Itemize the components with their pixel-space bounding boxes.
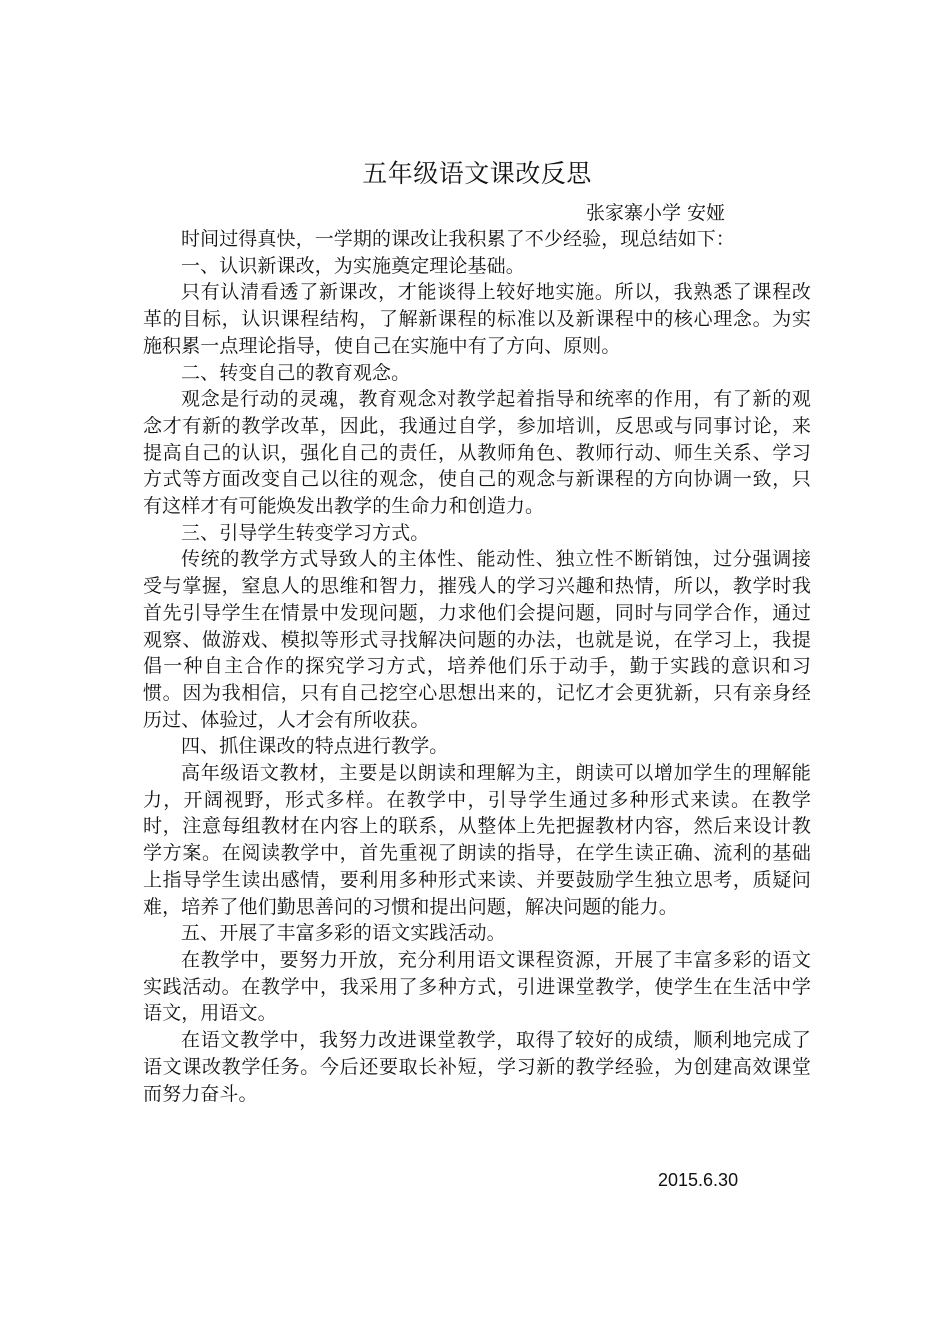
section-heading-4: 四、抓住课改的特点进行教学。 <box>181 735 449 758</box>
document-content <box>143 156 811 1107</box>
section-paragraph-5: 在教学中，要努力开放，充分利用语文课程资源，开展了丰富多彩的语文实践活动。在教学中，我采用了多种方式，引进课堂教学，使学生在生活中学语文，用语文。 <box>143 948 811 1025</box>
section-paragraph-3: 传统的教学方式导致人的主体性、能动性、独立性不断销蚀，过分强调接受与掌握，窒息人的思维和智力，摧残人的学习兴趣和热情，所以，教学时我首先引导学生在情景中发现问题，力求他们会提问题，同时与同学合作，通过观察、做游戏、模拟等形式寻找解决问题的办法，也就是说，在学习上，我提倡一种自主合作的探究学习方式，培养他们乐于动手，勤于实践的意识和习惯。因为我相信，只有自己挖空心思想出来的，记忆才会更犹新，只有亲身经历过、体验过，人才会有所收获。 <box>143 548 811 731</box>
section-heading-2: 二、转变自己的教育观念。 <box>181 361 411 384</box>
section-paragraph-1: 只有认清看透了新课改，才能谈得上较好地实施。所以，我熟悉了课程改革的目标，认识课程结构，了解新课程的标准以及新课程中的核心理念。为实施积累一点理论指导，使自己在实施中有了方向、原则。 <box>143 281 811 357</box>
section-heading-1: 一、认识新课改，为实施奠定理论基础。 <box>181 254 525 277</box>
intro-paragraph: 时间过得真快，一学期的课改让我积累了不少经验，现总结如下： <box>181 228 735 250</box>
document-title: 五年级语文课改反思 <box>362 159 592 188</box>
document-body <box>143 226 811 1107</box>
closing-paragraph: 在语文教学中，我努力改进课堂教学，取得了较好的成绩，顺利地完成了语文课改教学任务。今后还要取长补短，学习新的教学经验，为创建高效课堂而努力奋斗。 <box>143 1029 811 1105</box>
document-author: 张家寨小学 安娅 <box>585 202 725 224</box>
section-paragraph-4: 高年级语文教材，主要是以朗读和理解为主，朗读可以增加学生的理解能力，开阔视野，形式多样。在教学中，引导学生通过多种形式来读。在教学时，注意每组教材在内容上的联系，从整体上先把握教材内容，然后来设计教学方案。在阅读教学中，首先重视了朗读的指导，在学生读正确、流利的基础上指导学生读出感情，要利用多种形式来读、并要鼓励学生独立思考，质疑问难，培养了他们勤思善问的习惯和提出问题，解决问题的能力。 <box>143 762 811 918</box>
section-heading-5: 五、开展了丰富多彩的语文实践活动。 <box>181 922 506 945</box>
document-date: 2015.6.30 <box>658 1170 739 1190</box>
section-paragraph-2: 观念是行动的灵魂，教育观念对教学起着指导和统率的作用，有了新的观念才有新的教学改革，因此，我通过自学，参加培训，反思或与同事讨论，来提高自己的认识，强化自己的责任，从教师角色、教师行动、师生关系、学习方式等方面改变自己以往的观念，使自己的观念与新课程的方向协调一致，只有这样才有可能焕发出教学的生命力和创造力。 <box>143 388 811 518</box>
section-heading-3: 三、引导学生转变学习方式。 <box>181 521 430 544</box>
